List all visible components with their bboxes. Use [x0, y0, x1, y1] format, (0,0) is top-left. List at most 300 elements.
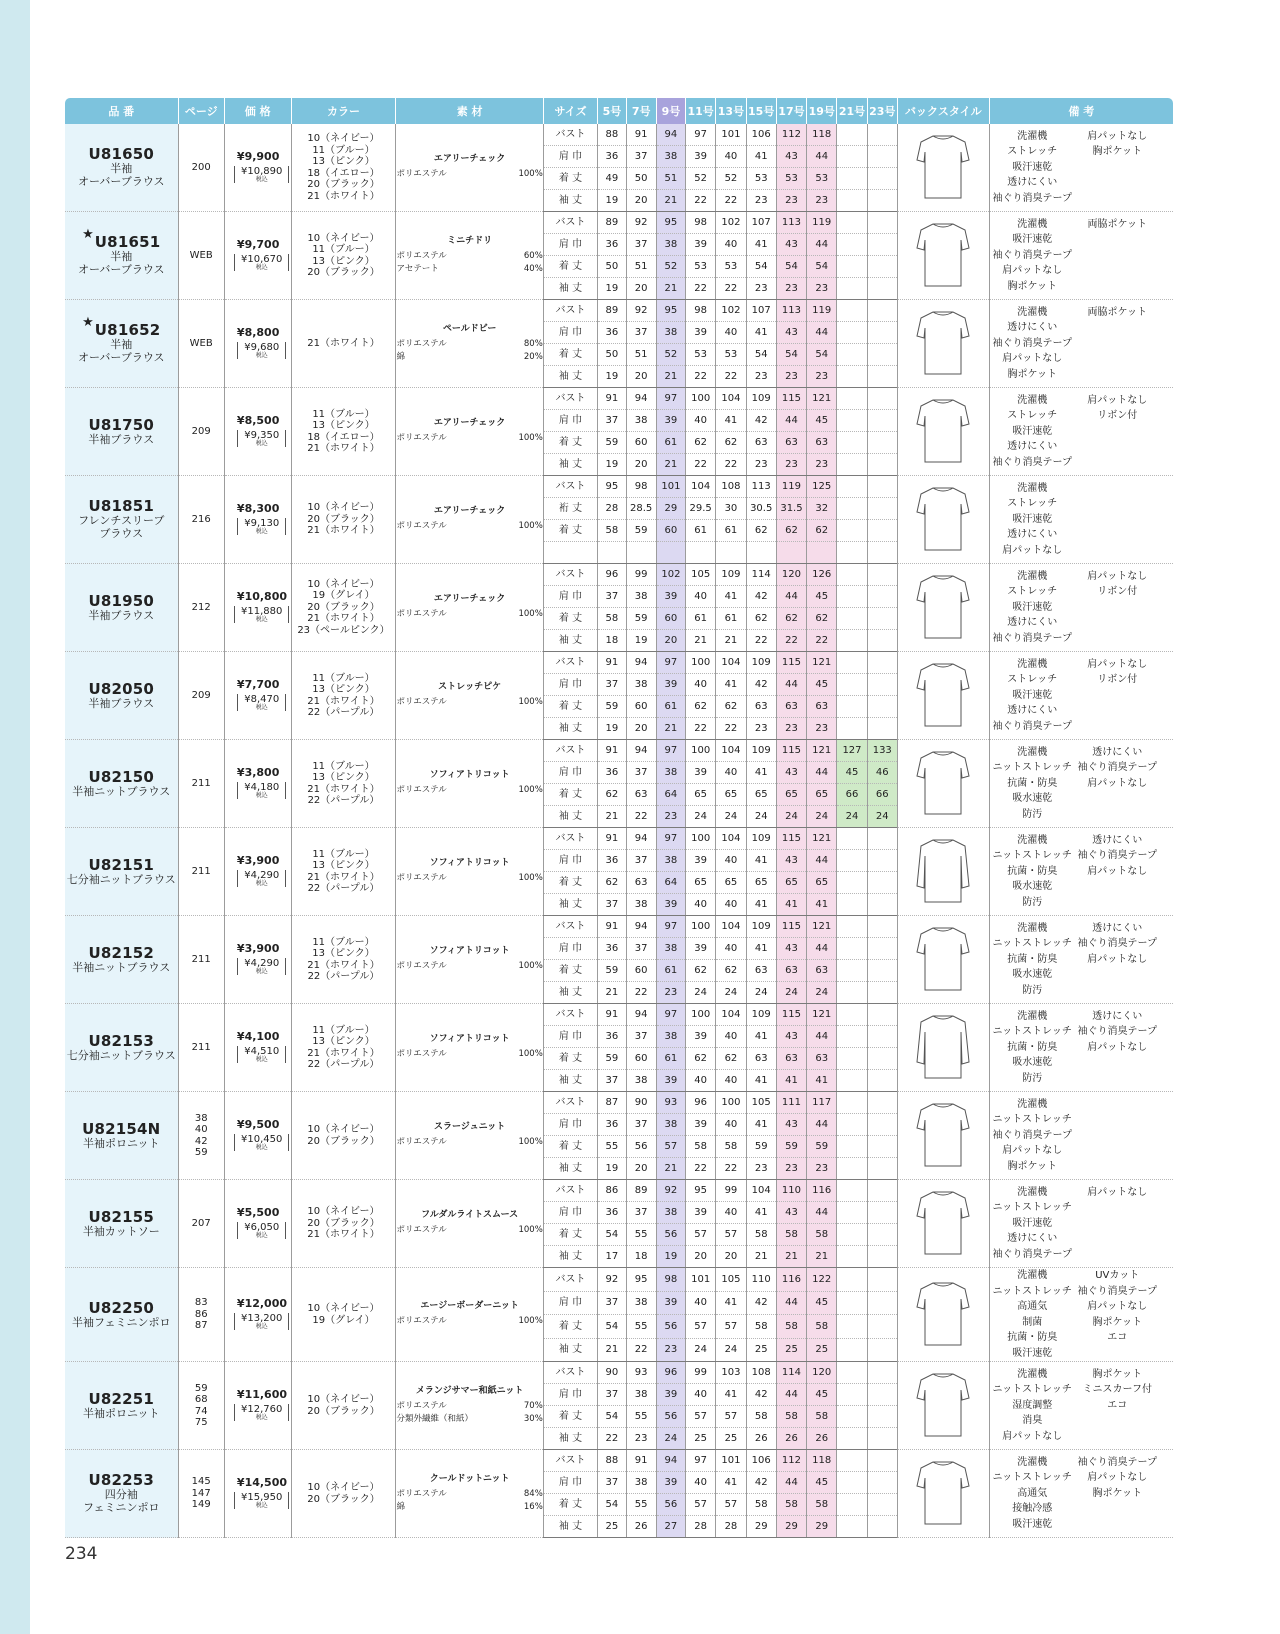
size-value: 20	[626, 454, 656, 476]
note-item	[1075, 263, 1160, 279]
price-cell	[224, 388, 291, 476]
fabric-name: エアリーチェック	[433, 417, 506, 428]
measure-label: 袖 丈	[543, 894, 597, 916]
size-value: 26	[626, 1516, 656, 1538]
size-value	[867, 872, 897, 894]
color-option: 20（ブラック）	[307, 179, 380, 190]
size-value	[867, 1472, 897, 1494]
measure-label: バスト	[543, 1450, 597, 1472]
size-value: 58	[807, 1406, 837, 1428]
size-value: 37	[626, 1026, 656, 1048]
notes-cell	[989, 652, 1173, 740]
fabric-material: 綿	[396, 1501, 405, 1512]
measure-label: 肩 巾	[543, 850, 597, 872]
size-value: 39	[686, 850, 716, 872]
notes-cell	[989, 740, 1173, 828]
size-value: 118	[807, 124, 837, 146]
size-value: 60	[626, 432, 656, 454]
size-value: 39	[686, 1114, 716, 1136]
note-item: 袖ぐり消臭テープ	[1077, 1026, 1157, 1038]
note-item	[1075, 791, 1160, 807]
size-value	[837, 938, 867, 960]
size-value: 112	[776, 1450, 806, 1472]
measure-label: 袖 丈	[543, 806, 597, 828]
size-value: 91	[598, 388, 626, 410]
size-value: 94	[656, 124, 685, 146]
size-value: 44	[776, 1472, 806, 1494]
note-item	[1075, 1071, 1160, 1087]
size-value: 97	[656, 1004, 685, 1026]
size-value	[837, 982, 867, 1004]
back-style-sketch	[913, 834, 973, 906]
measure-label: 着 丈	[543, 1224, 597, 1246]
note-item: ニットストレッチ	[992, 938, 1072, 950]
size-value: 91	[598, 740, 626, 762]
colors-cell	[291, 1180, 396, 1268]
notes-list	[990, 305, 1173, 383]
note-item: 透けにくい	[1092, 834, 1143, 846]
size-value: 98	[686, 300, 716, 322]
size-value: 43	[776, 1114, 806, 1136]
size-value: 59	[746, 1136, 776, 1158]
note-item: 湿度調整	[1012, 1399, 1053, 1411]
size-value: 43	[776, 1202, 806, 1224]
size-value	[867, 1428, 897, 1450]
size-value: 113	[746, 476, 776, 498]
size-value: 95	[656, 212, 685, 234]
size-value: 38	[656, 1202, 685, 1224]
size-value: 44	[776, 1291, 806, 1315]
size-value: 43	[776, 1026, 806, 1048]
size-value: 29	[656, 498, 685, 520]
fabric-percent: 100%	[518, 169, 543, 180]
size-value: 44	[807, 1026, 837, 1048]
measure-label: 肩 巾	[543, 762, 597, 784]
price-with-tax	[234, 1313, 289, 1331]
fabric-material: ポリエステル	[396, 1137, 447, 1148]
size-value: 66	[867, 784, 897, 806]
size-value: 95	[656, 300, 685, 322]
back-style-cell	[897, 652, 989, 740]
size-value: 31.5	[776, 498, 806, 520]
note-item: 防汚	[1022, 1072, 1043, 1084]
header-cell: 備 考	[989, 98, 1173, 124]
size-value	[837, 1180, 867, 1202]
size-row	[65, 300, 1173, 322]
measure-label: バスト	[543, 388, 597, 410]
note-item: 抗菌・防臭	[1007, 1041, 1058, 1053]
size-value: 125	[807, 476, 837, 498]
catalog-page: 74	[194, 1405, 208, 1417]
size-value: 41	[716, 1472, 746, 1494]
size-value: 60	[656, 520, 685, 542]
catalog-page: 38	[194, 1112, 208, 1124]
colors-cell	[291, 1092, 396, 1180]
back-style-cell	[897, 1268, 989, 1362]
price-cell	[224, 1092, 291, 1180]
color-option: 10（ネイビー）	[307, 1482, 380, 1493]
size-value	[867, 432, 897, 454]
size-value: 54	[598, 1494, 626, 1516]
size-value: 98	[656, 1268, 685, 1292]
spec-sheet	[65, 98, 1173, 1538]
size-value: 108	[746, 1362, 776, 1384]
note-item: 肩パットなし	[1002, 1145, 1063, 1157]
size-value	[867, 1224, 897, 1246]
size-value: 37	[626, 1114, 656, 1136]
size-value	[837, 828, 867, 850]
fabric-percent: 20%	[523, 351, 543, 362]
product-code-cell	[65, 124, 178, 212]
size-value: 62	[598, 872, 626, 894]
size-value: 40	[686, 1070, 716, 1092]
size-value: 24	[746, 806, 776, 828]
price-tax-value: ¥10,890	[241, 165, 283, 177]
note-item: 肩パットなし	[1087, 1472, 1148, 1484]
note-item: 吸汗速乾	[1012, 1518, 1053, 1530]
measure-label: 袖 丈	[543, 366, 597, 388]
size-value: 22	[716, 1158, 746, 1180]
note-item	[1075, 1216, 1160, 1232]
product-code: U81851	[88, 497, 155, 516]
fabric-cell	[396, 1362, 543, 1450]
size-value	[867, 498, 897, 520]
note-item: 洗濯機	[1017, 482, 1048, 494]
catalog-page-cell	[178, 1180, 224, 1268]
price: ¥8,300	[236, 501, 280, 515]
size-value: 61	[686, 608, 716, 630]
notes-cell	[989, 1180, 1173, 1268]
size-value	[867, 652, 897, 674]
fabric-percent: 100%	[518, 433, 543, 444]
fabric-composition	[396, 608, 542, 621]
size-value: 53	[807, 168, 837, 190]
size-value: 26	[807, 1428, 837, 1450]
fabric-composition	[396, 1400, 542, 1413]
size-value	[837, 454, 867, 476]
tax-label: 税込	[255, 1055, 268, 1063]
note-item: 洗濯機	[1017, 570, 1048, 582]
size-value	[867, 1338, 897, 1362]
size-value: 101	[716, 1450, 746, 1472]
tax-label: 税込	[255, 967, 268, 975]
header-cell: 品 番	[65, 98, 178, 124]
size-value	[837, 960, 867, 982]
note-item: 肩パットなし	[1002, 265, 1063, 277]
note-item: ニットストレッチ	[992, 1026, 1072, 1038]
size-value: 23	[656, 806, 685, 828]
colors-cell	[291, 740, 396, 828]
note-item: 吸汗速乾	[1012, 1217, 1053, 1229]
size-value: 104	[716, 916, 746, 938]
note-item: 消臭	[1022, 1415, 1043, 1427]
size-value: 23	[776, 1158, 806, 1180]
size-value: 59	[598, 432, 626, 454]
size-value: 53	[716, 256, 746, 278]
note-item: 吸汗速乾	[1012, 513, 1053, 525]
size-value: 63	[807, 432, 837, 454]
size-value	[837, 1494, 867, 1516]
back-style-sketch	[913, 130, 973, 202]
notes-list	[990, 833, 1173, 911]
price: ¥9,700	[236, 237, 280, 251]
product-code: U82150	[88, 767, 155, 786]
size-value	[867, 1246, 897, 1268]
size-value: 88	[598, 124, 626, 146]
size-value	[867, 344, 897, 366]
size-value: 19	[598, 190, 626, 212]
size-value: 25	[807, 1338, 837, 1362]
fabric-name: ソフィアトリコット	[429, 945, 510, 956]
note-item: 吸水速乾	[1012, 881, 1053, 893]
size-value	[837, 1114, 867, 1136]
note-item: 肩パットなし	[1087, 1301, 1148, 1312]
tax-label: 税込	[255, 527, 268, 535]
measure-label: 肩 巾	[543, 1472, 597, 1494]
note-item: 袖ぐり消臭テープ	[992, 192, 1072, 204]
size-value	[626, 542, 656, 564]
tax-label: 税込	[255, 703, 268, 711]
catalog-page: 207	[191, 1217, 211, 1229]
size-value: 96	[598, 564, 626, 586]
size-value: 42	[746, 1472, 776, 1494]
fabric-material: ポリエステル	[396, 433, 447, 444]
product-name: ブラウス	[99, 527, 144, 541]
measure-label: 着 丈	[543, 1315, 597, 1339]
product-name: 半袖ブラウス	[88, 608, 155, 622]
color-option: 20（ブラック）	[307, 1493, 380, 1505]
size-value: 43	[776, 322, 806, 344]
price-cell	[224, 916, 291, 1004]
size-value: 61	[656, 696, 685, 718]
product-code-line	[65, 857, 178, 874]
tax-label: 税込	[255, 1413, 268, 1421]
catalog-page: 59	[194, 1147, 208, 1158]
size-value: 87	[598, 1092, 626, 1114]
measure-label: バスト	[543, 564, 597, 586]
notes-cell	[989, 212, 1173, 300]
size-value	[776, 542, 806, 564]
size-value	[837, 498, 867, 520]
price-cell	[224, 1450, 291, 1538]
size-value: 53	[776, 168, 806, 190]
size-value: 24	[807, 982, 837, 1004]
measure-label: 肩 巾	[543, 234, 597, 256]
size-value: 36	[598, 1114, 626, 1136]
catalog-page: 75	[194, 1417, 208, 1428]
size-value: 60	[626, 1048, 656, 1070]
product-code: U82155	[88, 1207, 155, 1226]
color-option: 13（ピンク）	[312, 1036, 375, 1047]
size-value: 24	[656, 1428, 685, 1450]
product-code-cell	[65, 1004, 178, 1092]
size-value: 39	[656, 674, 685, 696]
price-with-tax	[237, 430, 286, 448]
header-cell: バックスタイル	[897, 98, 989, 124]
size-value: 38	[626, 1291, 656, 1315]
size-value: 93	[656, 1092, 685, 1114]
product-name: 半袖	[110, 338, 133, 352]
size-value: 100	[716, 1092, 746, 1114]
size-value: 62	[776, 608, 806, 630]
size-value: 52	[716, 168, 746, 190]
size-value: 99	[716, 1180, 746, 1202]
size-value: 107	[746, 300, 776, 322]
size-value: 53	[746, 168, 776, 190]
notes-list	[990, 1268, 1173, 1361]
header-cell: 5号	[598, 98, 626, 124]
product-code-line	[65, 769, 178, 786]
size-value: 63	[776, 696, 806, 718]
note-item: 透けにくい	[1007, 177, 1058, 189]
catalog-page: 211	[191, 777, 211, 789]
size-value: 19	[598, 366, 626, 388]
header-cell: 21号	[837, 98, 867, 124]
size-row	[65, 1362, 1173, 1384]
size-value	[867, 454, 897, 476]
size-value: 60	[626, 696, 656, 718]
size-value: 44	[776, 586, 806, 608]
size-value: 97	[686, 124, 716, 146]
size-value: 56	[626, 1136, 656, 1158]
color-option: 13（ピンク）	[312, 772, 375, 783]
note-item	[1075, 496, 1160, 512]
size-value: 97	[656, 652, 685, 674]
size-value: 39	[656, 1384, 685, 1406]
notes-cell	[989, 1092, 1173, 1180]
product-name: フレンチスリーブ	[78, 514, 165, 528]
size-value: 22	[716, 718, 746, 740]
fabric-composition	[396, 520, 542, 533]
size-value: 46	[867, 762, 897, 784]
size-value: 121	[807, 388, 837, 410]
size-value: 23	[656, 1338, 685, 1362]
size-value	[837, 366, 867, 388]
size-value	[837, 652, 867, 674]
size-value: 52	[656, 256, 685, 278]
fabric-cell	[396, 300, 543, 388]
size-value: 23	[776, 190, 806, 212]
color-option: 21（ホワイト）	[307, 613, 380, 625]
product-code-line	[65, 1121, 178, 1138]
size-value: 21	[656, 366, 685, 388]
size-value: 41	[746, 1070, 776, 1092]
catalog-page-cell	[178, 916, 224, 1004]
back-style-cell	[897, 1180, 989, 1268]
size-value	[837, 1026, 867, 1048]
size-value: 28.5	[626, 498, 656, 520]
back-style-sketch	[913, 394, 973, 466]
size-value: 51	[626, 344, 656, 366]
size-value: 63	[746, 696, 776, 718]
fabric-material: ポリエステル	[396, 873, 447, 884]
price: ¥12,000	[236, 1296, 288, 1310]
size-value: 40	[686, 410, 716, 432]
product-name: 半袖ブラウス	[88, 432, 155, 446]
size-value: 22	[686, 278, 716, 300]
size-value	[837, 872, 867, 894]
size-value: 92	[656, 1180, 685, 1202]
size-value: 19	[656, 1246, 685, 1268]
size-value	[837, 300, 867, 322]
size-value: 42	[746, 410, 776, 432]
size-value: 54	[598, 1315, 626, 1339]
price: ¥9,900	[236, 149, 280, 163]
size-value: 23	[807, 1158, 837, 1180]
size-value	[867, 674, 897, 696]
size-value	[867, 894, 897, 916]
size-value	[837, 718, 867, 740]
size-value: 44	[807, 762, 837, 784]
price-tax-value: ¥4,510	[244, 1045, 280, 1057]
tax-label: 税込	[255, 439, 268, 447]
size-value: 44	[776, 674, 806, 696]
product-code-line	[65, 1209, 178, 1226]
back-style-sketch	[913, 1010, 973, 1082]
header-cell: 17号	[776, 98, 806, 124]
size-value: 97	[686, 1450, 716, 1472]
size-value: 23	[746, 454, 776, 476]
size-value: 58	[776, 1315, 806, 1339]
size-value: 62	[716, 960, 746, 982]
note-item: 吸水速乾	[1012, 1057, 1053, 1069]
size-value: 36	[598, 850, 626, 872]
fabric-composition	[396, 1048, 542, 1061]
size-value	[837, 1406, 867, 1428]
note-item	[1075, 279, 1160, 295]
product-code-cell	[65, 212, 178, 300]
note-item	[1075, 1346, 1160, 1362]
measure-label: 着 丈	[543, 608, 597, 630]
product-name: オーバーブラウス	[77, 263, 165, 277]
note-item: ストレッチ	[1007, 146, 1058, 158]
note-item	[1075, 439, 1160, 455]
size-value: 37	[626, 234, 656, 256]
fabric-percent: 16%	[523, 1501, 543, 1512]
note-item	[1075, 1097, 1160, 1113]
color-option: 19（グレイ）	[312, 590, 375, 602]
note-item	[1075, 1517, 1160, 1533]
price: ¥3,800	[236, 765, 280, 779]
size-value	[837, 894, 867, 916]
size-value	[837, 520, 867, 542]
size-value: 115	[776, 388, 806, 410]
fabric-percent: 40%	[523, 263, 543, 274]
size-value	[867, 1268, 897, 1292]
color-option: 11（ブルー）	[312, 244, 375, 255]
size-value: 102	[656, 564, 685, 586]
size-value: 56	[656, 1494, 685, 1516]
color-option: 13（ピンク）	[312, 684, 375, 695]
color-option: 21（ホワイト）	[307, 959, 380, 971]
size-value: 53	[686, 256, 716, 278]
size-value: 22	[716, 454, 746, 476]
size-value	[867, 388, 897, 410]
fabric-cell	[396, 388, 543, 476]
color-option: 22（パープル）	[307, 795, 380, 806]
fabric-name: エアリーチェック	[433, 593, 506, 604]
fabric-cell	[396, 476, 543, 564]
size-value: 25	[716, 1428, 746, 1450]
catalog-page: 209	[191, 689, 211, 701]
size-value: 40	[716, 146, 746, 168]
size-value: 40	[716, 1026, 746, 1048]
size-value: 26	[746, 1428, 776, 1450]
size-value: 54	[598, 1224, 626, 1246]
size-value: 28	[716, 1516, 746, 1538]
note-item: ストレッチ	[1007, 586, 1058, 598]
size-value	[867, 916, 897, 938]
